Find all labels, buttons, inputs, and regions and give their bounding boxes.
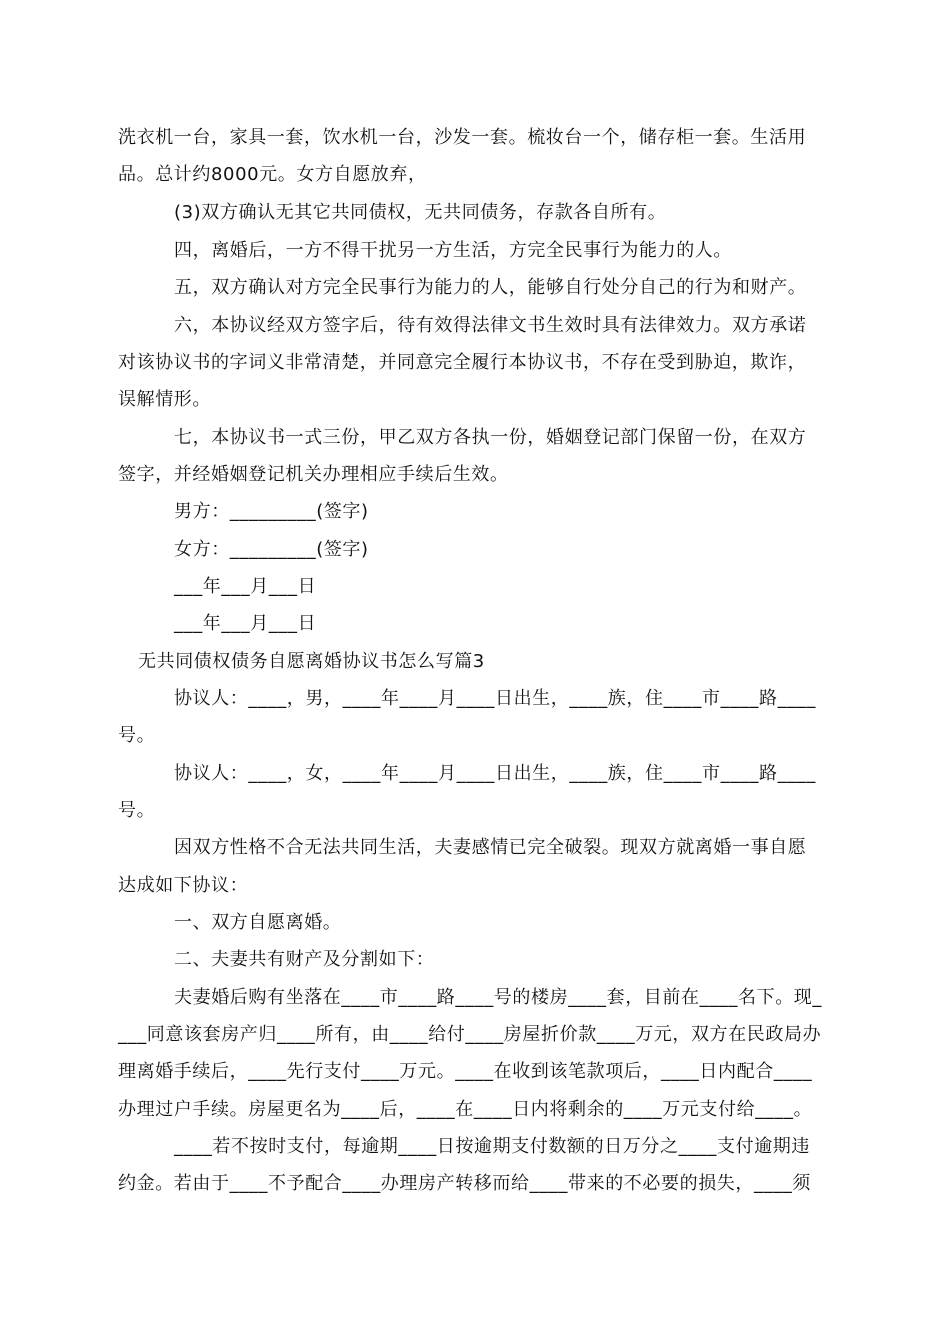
body-line: ____若不按时支付，每逾期____日按逾期支付数额的日万分之____支付逾期违 — [174, 1136, 810, 1157]
section-heading: 无共同债权债务自愿离婚协议书怎么写篇3 — [138, 651, 485, 672]
body-line: ___同意该套房产归____所有，由____给付____房屋折价款____万元，双方在民政局办 — [118, 1024, 822, 1045]
body-line: 约金。若由于____不予配合____办理房产转移而给____带来的不必要的损失，____须 — [118, 1173, 811, 1194]
body-line: 对该协议书的字词义非常清楚，并同意完全履行本协议书，不存在受到胁迫，欺诈， — [118, 352, 807, 373]
body-line: 误解情形。 — [118, 389, 211, 410]
body-line: 协议人：____，女，____年____月____日出生，____族，住____市____路____ — [174, 763, 816, 784]
body-line: 六，本协议经双方签字后，待有效得法律文书生效时具有法律效力。双方承诺 — [174, 315, 807, 336]
body-line: 五，双方确认对方完全民事行为能力的人，能够自行处分自己的行为和财产。 — [174, 277, 807, 298]
body-line: 达成如下协议： — [118, 875, 249, 896]
body-line: 七，本协议书一式三份，甲乙双方各执一份，婚姻登记部门保留一份，在双方 — [174, 427, 807, 448]
body-line: 二、夫妻共有财产及分割如下： — [174, 949, 435, 970]
body-line: 品。总计约8000元。女方自愿放弃， — [118, 164, 427, 185]
date-line: ___年___月___日 — [174, 613, 317, 634]
body-line: 洗衣机一台，家具一套，饮水机一台，沙发一套。梳妆台一个，储存柜一套。生活用 — [118, 127, 807, 148]
body-line: 因双方性格不合无法共同生活，夫妻感情已完全破裂。现双方就离婚一事自愿 — [174, 837, 807, 858]
date-line: ___年___月___日 — [174, 576, 317, 597]
body-line: 号。 — [118, 725, 156, 746]
body-line: (3)双方确认无其它共同债权，无共同债务，存款各自所有。 — [174, 202, 667, 223]
body-line: 办理过户手续。房屋更名为____后，____在____日内将剩余的____万元支付给____。 — [118, 1099, 813, 1120]
body-line: 理离婚手续后，____先行支付____万元。____在收到该笔款项后，____日内配合____ — [118, 1061, 813, 1082]
body-line: 四，离婚后，一方不得干扰另一方生活，方完全民事行为能力的人。 — [174, 240, 732, 261]
body-line: 协议人：____，男，____年____月____日出生，____族，住____市____路____ — [174, 688, 816, 709]
body-line: 一、双方自愿离婚。 — [174, 912, 342, 933]
signature-line-female: 女方：_________(签字) — [174, 539, 369, 560]
signature-line-male: 男方：_________(签字) — [174, 501, 369, 522]
body-line: 号。 — [118, 800, 156, 821]
body-line: 签字，并经婚姻登记机关办理相应手续后生效。 — [118, 464, 509, 485]
body-line: 夫妻婚后购有坐落在____市____路____号的楼房____套，目前在____名下。现_ — [174, 987, 822, 1008]
